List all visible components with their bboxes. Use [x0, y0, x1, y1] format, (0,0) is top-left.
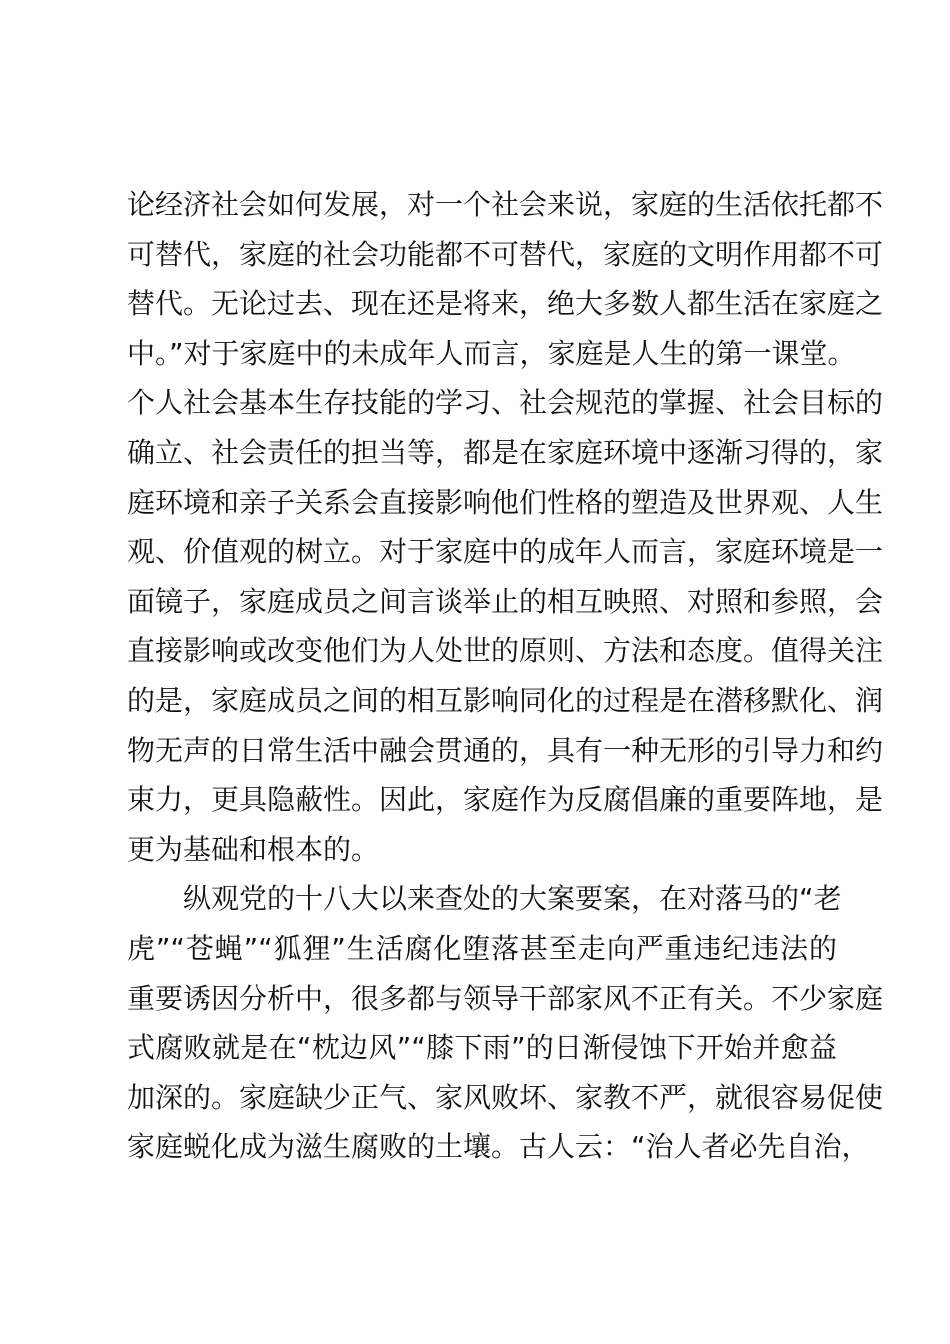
text-line: 面镜子，家庭成员之间言谈举止的相互映照、对照和参照，会 [127, 584, 884, 618]
text-line: 更为基础和根本的。 [127, 832, 380, 866]
text-line: 庭环境和亲子关系会直接影响他们性格的塑造及世界观、人生 [127, 485, 884, 519]
text-line: 式腐败就是在“枕边风”“膝下雨”的日渐侵蚀下开始并愈益 [127, 1031, 837, 1065]
paragraph-2 [127, 874, 884, 1172]
text-line: 虎”“苍蝇”“狐狸”生活腐化堕落甚至走向严重违纪违法的 [127, 931, 837, 965]
text-line: 确立、社会责任的担当等，都是在家庭环境中逐渐习得的，家 [127, 435, 884, 469]
text-line: 重要诱因分析中，很多都与领导干部家风不正有关。不少家庭 [127, 981, 884, 1015]
text-line: 论经济社会如何发展，对一个社会来说，家庭的生活依托都不 [127, 188, 884, 221]
text-line: 加深的。家庭缺少正气、家风败坏、家教不严，就很容易促使 [127, 1080, 884, 1114]
text-line: 个人社会基本生存技能的学习、社会规范的掌握、社会目标的 [127, 386, 884, 420]
text-line: 观、价值观的树立。对于家庭中的成年人而言，家庭环境是一 [127, 535, 884, 569]
text-line: 纵观党的十八大以来查处的大案要案，在对落马的“老 [183, 882, 842, 916]
body-text [127, 180, 884, 1172]
paragraph-1 [127, 180, 884, 874]
text-line: 可替代，家庭的社会功能都不可替代，家庭的文明作用都不可 [127, 237, 884, 271]
text-line: 的是，家庭成员之间的相互影响同化的过程是在潜移默化、润 [127, 683, 884, 717]
text-line: 物无声的日常生活中融会贯通的，具有一种无形的引导力和约 [127, 733, 884, 767]
text-line: 直接影响或改变他们为人处世的原则、方法和态度。值得关注 [127, 634, 884, 668]
text-line: 中。”对于家庭中的未成年人而言，家庭是人生的第一课堂。 [127, 336, 856, 370]
text-line: 束力，更具隐蔽性。因此，家庭作为反腐倡廉的重要阵地，是 [127, 783, 884, 817]
text-line: 家庭蜕化成为滋生腐败的土壤。古人云：“治人者必先自治， [127, 1130, 870, 1164]
text-line: 替代。无论过去、现在还是将来，绝大多数人都生活在家庭之 [127, 287, 884, 321]
